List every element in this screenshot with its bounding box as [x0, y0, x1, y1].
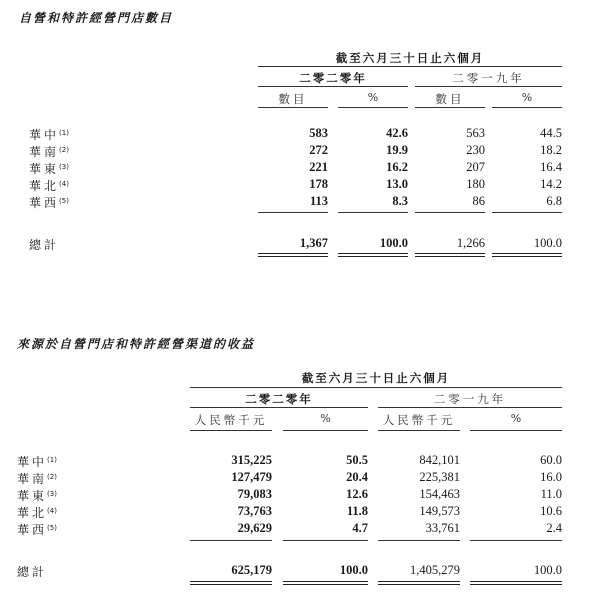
table1-period-rule	[258, 66, 562, 67]
amount-2020: 127,479	[231, 470, 272, 484]
table1-col-count-2020: 數目	[278, 92, 308, 106]
table2-subtotal-rule	[470, 540, 562, 541]
amount-2020: 73,763	[237, 504, 272, 518]
pct-2020: 20.4	[346, 470, 368, 484]
pct-2020: 50.5	[346, 453, 368, 467]
pct-2019: 18.2	[540, 143, 562, 157]
amount-2019: 149,573	[419, 504, 460, 518]
amount-2019: 33,761	[425, 521, 460, 535]
table2-subtotal-rule	[378, 540, 460, 541]
table2-subtotal-rule	[190, 540, 272, 541]
table1-subtotal-rule	[338, 212, 408, 213]
table1-col-rule	[492, 107, 562, 108]
total-pct-2019: 100.0	[533, 563, 562, 577]
table2-year-2020: 二零二零年	[245, 392, 313, 406]
table2-period-rule	[190, 387, 562, 388]
pct-2019: 10.6	[540, 504, 562, 518]
count-2019: 207	[466, 160, 485, 174]
count-2019: 230	[466, 143, 485, 157]
total-label: 總計	[17, 565, 48, 579]
amount-2019: 154,463	[419, 487, 460, 501]
total-count-2019: 1,266	[456, 236, 485, 250]
table2-col-amount-2019: 人民幣千元	[382, 413, 456, 427]
pct-2020: 12.6	[346, 487, 368, 501]
total-pct-2020: 100.0	[339, 563, 368, 577]
table2-col-pct-2020: %	[320, 412, 331, 425]
amount-2020: 315,225	[231, 453, 272, 467]
amount-2019: 842,101	[419, 453, 460, 467]
table2-col-amount-2020: 人民幣千元	[194, 413, 268, 427]
table1-year-2019: 二零一九年	[452, 71, 525, 85]
table2-col-pct-2019: %	[510, 412, 522, 425]
region-label: 華北$^{(4)}$	[29, 179, 69, 193]
pct-2020: 8.3	[392, 194, 408, 208]
table1-subtotal-rule	[415, 212, 485, 213]
region-label: 華中$^{(1)}$	[29, 128, 69, 142]
region-label: 華中$^{(1)}$	[17, 455, 57, 469]
table2-total-double-rule	[283, 581, 368, 585]
pct-2019: 2.4	[546, 521, 562, 535]
table1-total-double-rule	[338, 253, 408, 257]
table1-year-2019-rule	[415, 86, 562, 87]
pct-2020: 19.9	[386, 143, 408, 157]
table2-total-double-rule	[378, 581, 460, 585]
table2-year-2019: 二零一九年	[433, 392, 507, 406]
region-label: 華東$^{(3)}$	[17, 489, 57, 503]
table2-col-rule	[190, 430, 272, 431]
table1-col-count-2019: 數目	[435, 92, 465, 106]
table1-col-pct-2020: %	[367, 91, 379, 104]
pct-2020: 11.8	[346, 504, 368, 518]
table1-col-pct-2019: %	[521, 91, 533, 104]
pct-2020: 42.6	[386, 126, 408, 140]
table1-period-header: 截至六月三十日止六個月	[335, 51, 485, 65]
region-label: 華北$^{(4)}$	[17, 506, 57, 520]
table1-subtotal-rule	[492, 212, 562, 213]
table2-total-double-rule	[190, 581, 272, 585]
region-label: 華南$^{(2)}$	[17, 472, 57, 486]
total-amount-2020: 625,179	[231, 563, 272, 577]
count-2020: 583	[309, 126, 328, 140]
total-amount-2019: 1,405,279	[410, 563, 460, 577]
count-2020: 272	[309, 143, 328, 157]
amount-2020: 29,629	[237, 521, 272, 535]
table2-year-2020-rule	[190, 407, 368, 408]
count-2019: 86	[472, 194, 485, 208]
region-label: 華南$^{(2)}$	[29, 145, 69, 159]
total-count-2020: 1,367	[299, 236, 328, 250]
count-2020: 221	[309, 160, 328, 174]
region-label: 華東$^{(3)}$	[29, 162, 69, 176]
pct-2020: 16.2	[386, 160, 408, 174]
table2-total-double-rule	[470, 581, 562, 585]
pct-2019: 16.0	[540, 470, 562, 484]
pct-2020: 13.0	[386, 177, 408, 191]
total-pct-2020: 100.0	[379, 236, 408, 250]
region-label: 華西$^{(5)}$	[17, 523, 57, 537]
table2-title: 來源於自營門店和特許經營渠道的收益	[17, 337, 256, 351]
table1-total-double-rule	[492, 253, 562, 257]
table1-total-double-rule	[415, 253, 485, 257]
count-2020: 113	[309, 194, 328, 208]
table1-total-double-rule	[258, 253, 328, 257]
table2-period-header: 截至六月三十日止六個月	[301, 371, 451, 385]
pct-2019: 60.0	[540, 453, 562, 467]
table1-year-2020-rule	[258, 86, 408, 87]
count-2019: 563	[466, 126, 485, 140]
total-pct-2019: 100.0	[533, 236, 562, 250]
table1-year-2020: 二零二零年	[299, 71, 367, 85]
pct-2019: 6.8	[546, 194, 562, 208]
table2-col-rule	[470, 430, 562, 431]
region-label: 華西$^{(5)}$	[29, 196, 69, 210]
table1-col-rule	[415, 107, 485, 108]
count-2019: 180	[466, 177, 485, 191]
pct-2020: 4.7	[352, 521, 368, 535]
count-2020: 178	[309, 177, 328, 191]
table2-col-rule	[283, 430, 368, 431]
amount-2019: 225,381	[419, 470, 460, 484]
table2-year-2019-rule	[378, 407, 562, 408]
pct-2019: 44.5	[540, 126, 562, 140]
pct-2019: 14.2	[540, 177, 562, 191]
table2-subtotal-rule	[283, 540, 368, 541]
table1-title: 自營和特許經營門店數目	[19, 11, 174, 25]
amount-2020: 79,083	[237, 487, 272, 501]
table2-col-rule	[378, 430, 460, 431]
pct-2019: 11.0	[540, 487, 562, 501]
table1-col-rule	[258, 107, 328, 108]
table1-col-rule	[338, 107, 408, 108]
total-label: 總計	[29, 238, 60, 252]
table1-subtotal-rule	[258, 212, 328, 213]
pct-2019: 16.4	[540, 160, 562, 174]
